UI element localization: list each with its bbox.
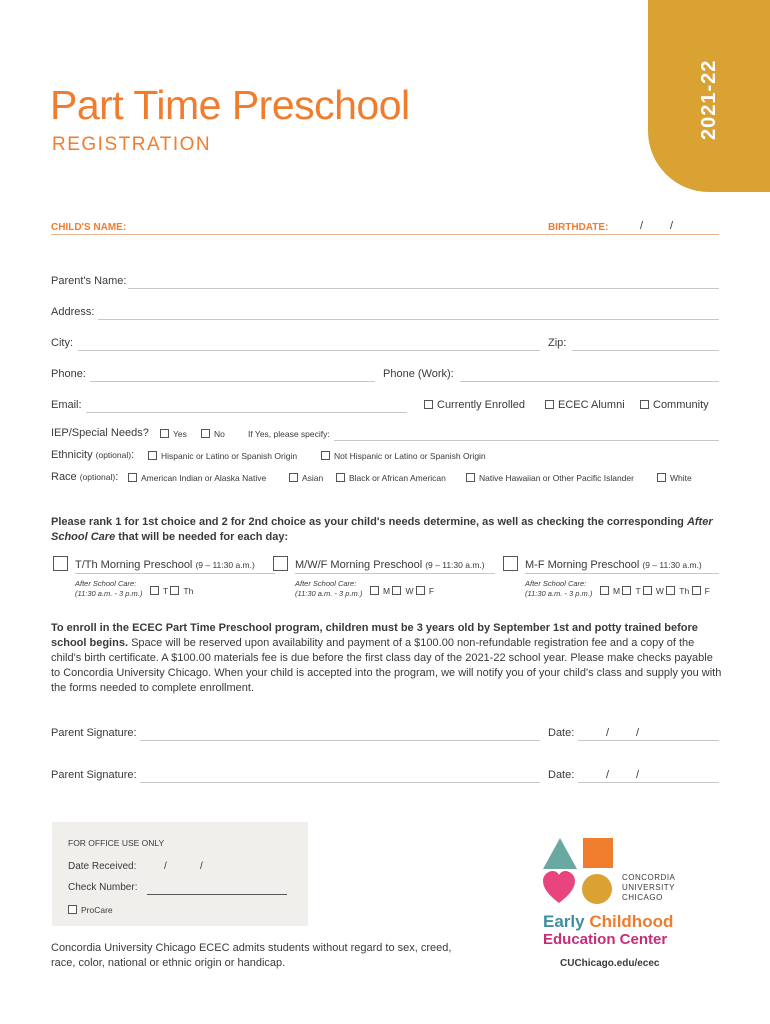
- check-number-field[interactable]: [147, 894, 287, 895]
- program-mf-days: M T W Th F: [600, 586, 710, 596]
- phone-label: Phone:: [51, 368, 86, 380]
- birthdate-label: BIRTHDATE:: [548, 222, 609, 233]
- iep-specify-label: If Yes, please specify:: [248, 429, 330, 439]
- logo-education-center: Education Center: [543, 931, 668, 948]
- iep-specify-field[interactable]: [334, 440, 719, 441]
- race-pacific-islander-option[interactable]: Native Hawaiian or Other Pacific Islander: [466, 473, 634, 483]
- checkbox-icon[interactable]: [466, 473, 475, 482]
- city-label: City:: [51, 337, 73, 349]
- signature-date-slash: /: [636, 769, 640, 781]
- program-mwf-days: M W F: [370, 586, 434, 596]
- ecec-logo-shapes-icon: [543, 836, 623, 908]
- community-option[interactable]: Community: [640, 399, 709, 411]
- zip-label: Zip:: [548, 337, 567, 349]
- program-mf-label: M-F Morning Preschool (9 – 11:30 a.m.): [525, 559, 702, 571]
- checkbox-icon[interactable]: [392, 586, 401, 595]
- signature-date-label-2: Date:: [548, 769, 575, 781]
- program-mwf-rank-box[interactable]: [273, 556, 288, 571]
- ethnicity-label: Ethnicity (optional):: [51, 449, 135, 461]
- school-year: 2021-22: [698, 59, 720, 141]
- iep-no-option[interactable]: No: [201, 429, 225, 439]
- checkbox-icon[interactable]: [424, 400, 433, 409]
- parents-name-label: Parent's Name:: [51, 275, 127, 287]
- program-mwf-underline: [295, 573, 495, 574]
- childs-name-underline: [51, 234, 719, 235]
- checkbox-icon[interactable]: [160, 429, 169, 438]
- program-tth-rank-box[interactable]: [53, 556, 68, 571]
- program-tth-aftercare-label: After School Care: (11:30 a.m. - 3 p.m.): [75, 579, 143, 598]
- choice-instructions: Please rank 1 for 1st choice and 2 for 2nd choice as your child's needs determine, as well as checking the corresponding After School Care that will be needed for each day:: [51, 516, 713, 543]
- iep-yes-option[interactable]: Yes: [160, 429, 187, 439]
- race-label: Race (optional):: [51, 471, 119, 483]
- checkbox-icon[interactable]: [321, 451, 330, 460]
- logo-early-childhood: Early Childhood: [543, 912, 674, 931]
- logo-url-link[interactable]: CUChicago.edu/ecec: [560, 958, 660, 969]
- enrollment-info: To enroll in the ECEC Part Time Preschool program, children must be 3 years old by September 1st and potty trained before school begins. Space will be reserved upon availability and payment of a $100.00 non-refundable registration fee and a copy of the child's birth certificate. A $100.00 materials fee is due before the first class day of the 2021-22 school year. Please make checks payable to Concordia University Chicago. When your child is accepted into the program, we will notify you of your child's class and supply you with the forms needed to complete enrollment.: [51, 622, 722, 694]
- checkbox-icon[interactable]: [201, 429, 210, 438]
- program-tth-label: T/Th Morning Preschool (9 – 11:30 a.m.): [75, 559, 255, 571]
- program-mf-underline: [525, 573, 719, 574]
- birthdate-slash-2: /: [670, 220, 674, 232]
- date-received-slash: /: [200, 861, 203, 872]
- childs-name-label: CHILD'S NAME:: [51, 222, 127, 233]
- ecec-alumni-option[interactable]: ECEC Alumni: [545, 399, 625, 411]
- program-tth-days: T Th: [150, 586, 193, 596]
- checkbox-icon[interactable]: [148, 451, 157, 460]
- program-mf-aftercare-label: After School Care: (11:30 a.m. - 3 p.m.): [525, 579, 593, 598]
- year-tab: [648, 0, 770, 192]
- race-white-option[interactable]: White: [657, 473, 692, 483]
- phone-field[interactable]: [90, 381, 375, 382]
- parent-signature-field-2[interactable]: [140, 782, 540, 783]
- circle-shape: [582, 874, 612, 904]
- checkbox-icon[interactable]: [600, 586, 609, 595]
- check-number-label: Check Number:: [68, 882, 138, 893]
- phone-work-field[interactable]: [460, 381, 719, 382]
- signature-date-slash: /: [606, 769, 610, 781]
- nondiscrimination-statement: Concordia University Chicago ECEC admits students without regard to sex, creed, race, color, national or ethnic origin or handicap.: [51, 942, 452, 969]
- address-label: Address:: [51, 306, 95, 318]
- currently-enrolled-option[interactable]: Currently Enrolled: [424, 399, 525, 411]
- parent-signature-label-1: Parent Signature:: [51, 727, 137, 739]
- city-field[interactable]: [78, 350, 540, 351]
- checkbox-icon[interactable]: [289, 473, 298, 482]
- childs-name-field[interactable]: [140, 214, 530, 232]
- program-mwf-aftercare-label: After School Care: (11:30 a.m. - 3 p.m.): [295, 579, 363, 598]
- heart-shape: [543, 871, 575, 903]
- procare-option[interactable]: ProCare: [68, 905, 113, 915]
- checkbox-icon[interactable]: [150, 586, 159, 595]
- office-use-title: FOR OFFICE USE ONLY: [68, 838, 165, 848]
- checkbox-icon[interactable]: [622, 586, 631, 595]
- phone-work-label: Phone (Work):: [383, 368, 454, 380]
- checkbox-icon[interactable]: [68, 905, 77, 914]
- form-title: Part Time Preschool: [50, 82, 410, 128]
- checkbox-icon[interactable]: [692, 586, 701, 595]
- program-tth-underline: [75, 573, 275, 574]
- checkbox-icon[interactable]: [666, 586, 675, 595]
- race-asian-option[interactable]: Asian: [289, 473, 323, 483]
- checkbox-icon[interactable]: [128, 473, 137, 482]
- signature-date-slash: /: [636, 727, 640, 739]
- race-american-indian-option[interactable]: American Indian or Alaska Native: [128, 473, 266, 483]
- checkbox-icon[interactable]: [643, 586, 652, 595]
- address-field[interactable]: [98, 319, 719, 320]
- iep-label: IEP/Special Needs?: [51, 427, 149, 439]
- race-black-option[interactable]: Black or African American: [336, 473, 446, 483]
- checkbox-icon[interactable]: [640, 400, 649, 409]
- logo-university-name: CONCORDIA UNIVERSITY CHICAGO: [622, 873, 676, 902]
- checkbox-icon[interactable]: [657, 473, 666, 482]
- parent-signature-label-2: Parent Signature:: [51, 769, 137, 781]
- program-mwf-label: M/W/F Morning Preschool (9 – 11:30 a.m.): [295, 559, 485, 571]
- checkbox-icon[interactable]: [416, 586, 425, 595]
- checkbox-icon[interactable]: [545, 400, 554, 409]
- triangle-shape: [543, 838, 577, 869]
- checkbox-icon[interactable]: [336, 473, 345, 482]
- signature-date-field-1[interactable]: [578, 740, 719, 741]
- signature-date-slash: /: [606, 727, 610, 739]
- date-received-slash: /: [164, 861, 167, 872]
- ethnicity-hispanic-option[interactable]: Hispanic or Latino or Spanish Origin: [148, 451, 297, 461]
- email-field[interactable]: [86, 412, 407, 413]
- email-label: Email:: [51, 399, 82, 411]
- parent-signature-field-1[interactable]: [140, 740, 540, 741]
- ethnicity-not-hispanic-option[interactable]: Not Hispanic or Latino or Spanish Origin: [321, 451, 486, 461]
- form-subtitle: REGISTRATION: [52, 134, 212, 155]
- checkbox-icon[interactable]: [370, 586, 379, 595]
- zip-field[interactable]: [572, 350, 719, 351]
- birthdate-slash-1: /: [640, 220, 644, 232]
- date-received-label: Date Received:: [68, 861, 137, 872]
- program-mf-rank-box[interactable]: [503, 556, 518, 571]
- signature-date-label-1: Date:: [548, 727, 575, 739]
- checkbox-icon[interactable]: [170, 586, 179, 595]
- parents-name-field[interactable]: [128, 288, 719, 289]
- square-shape: [583, 838, 613, 868]
- signature-date-field-2[interactable]: [578, 782, 719, 783]
